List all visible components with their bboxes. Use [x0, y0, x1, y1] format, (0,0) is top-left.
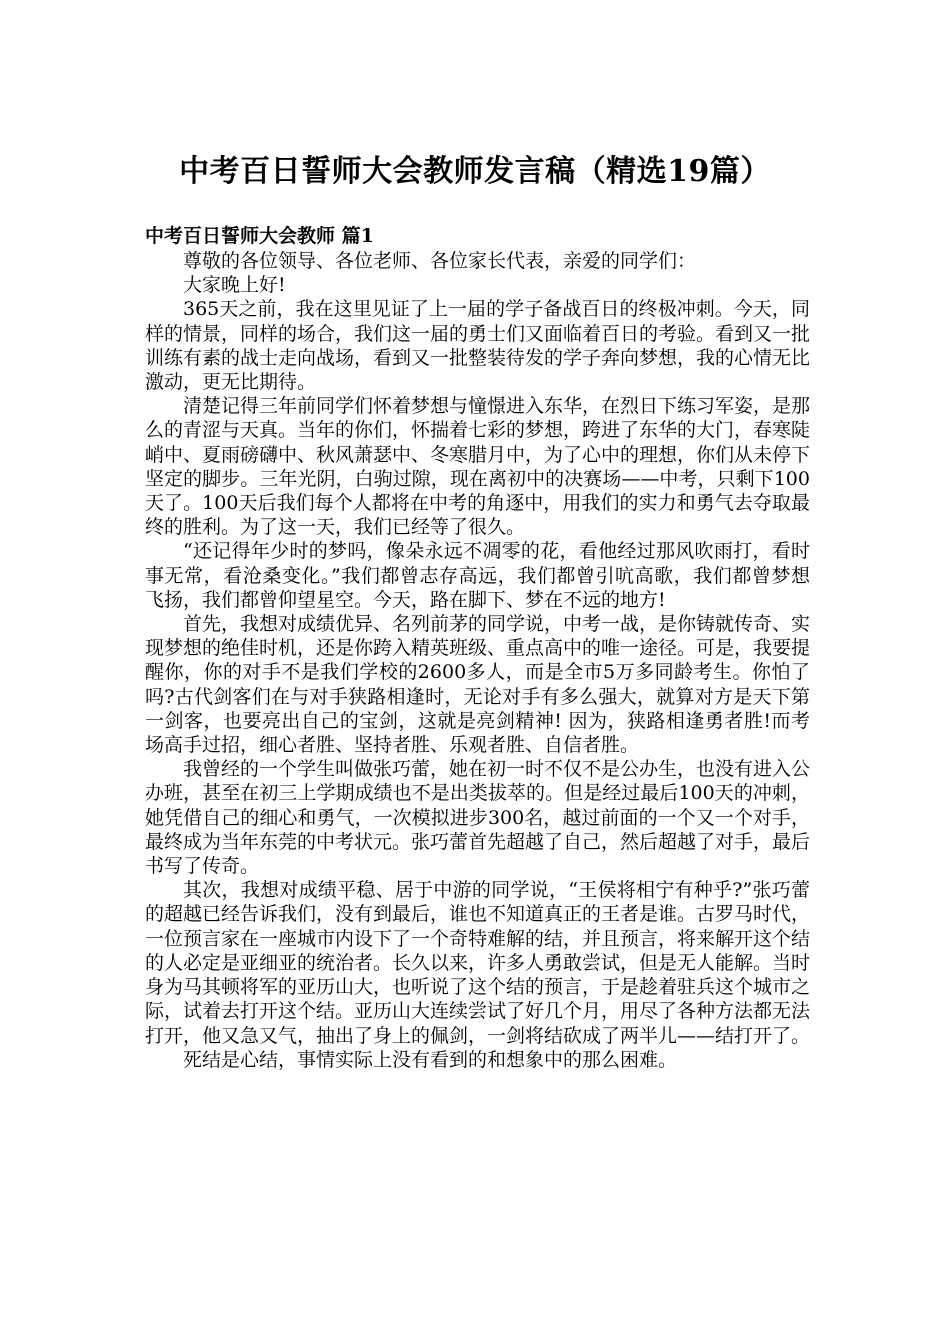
paragraph-three-years: 清楚记得三年前同学们怀着梦想与憧憬进入东华，在烈日下练习军姿，是那么的青涩与天真。当年的你们，怀揣着七彩的梦想，跨进了东华的大门，春寒陡峭中、夏雨磅礴中、秋风萧瑟中、冬寒腊月中，为了心中的理想，你们从未停下坚定的脚步。三年光阴，白驹过隙，现在离初中的决赛场——中考，只剩下100天了。100天后我们每个人都将在中考的角逐中，用我们的实力和勇气去夺取最终的胜利。为了这一天，我们已经等了很久。 — [145, 395, 811, 539]
paragraph-dream: “还记得年少时的梦吗，像朵永远不凋零的花，看他经过那风吹雨打，看时事无常，看沧桑变化。”我们都曾志存高远，我们都曾引吭高歌，我们都曾梦想飞扬，我们都曾仰望星空。今天，路在脚下、梦在不远的地方! — [145, 540, 810, 611]
paragraph-top-students: 首先，我想对成绩优异、名列前茅的同学说，中考一战，是你铸就传奇、实现梦想的绝佳时机，还是你跨入精英班级、重点高中的唯一途径。可是，我要提醒你，你的对手不是我们学校的2600多人，而是全市5万多同龄考生。你怕了吗?古代剑客们在与对手狭路相逢时，无论对手有多么强大，就算对方是天下第一剑客，也要亮出自己的宝剑，这就是亮剑精神! 因为，狭路相逢勇者胜!而考场高手过招，细心者胜、坚持者胜、乐观者胜、自信者胜。 — [145, 613, 811, 757]
paragraph-student-story: 我曾经的一个学生叫做张巧蕾，她在初一时不仅不是公办生，也没有进入公办班，甚至在初三上学期成绩也不是出类拔萃的。但是经过最后100天的冲刺，她凭借自己的细心和勇气，一次模拟进步300名，越过前面的一个又一个对手，最终成为当年东莞的中考状元。张巧蕾首先超越了自己，然后超越了对手，最后书写了传奇。 — [145, 758, 811, 878]
paragraph-middle-students: 其次，我想对成绩平稳、居于中游的同学说，“王侯将相宁有种乎?”张巧蕾的超越已经告诉我们，没有到最后，谁也不知道真正的王者是谁。古罗马时代，一位预言家在一座城市内设下了一个奇特难解的结，并且预言，将来解开这个结的人必定是亚细亚的统治者。长久以来，许多人勇敢尝试，但是无人能解。当时身为马其顿将军的亚历山大，也听说了这个结的预言，于是趁着驻兵这个城市之际，试着去打开这个结。亚历山大连续尝试了好几个月，用尽了各种方法都无法打开，他又急又气，抽出了身上的佩剑，一剑将结砍成了两半儿——结打开了。 — [145, 879, 811, 1047]
section-heading: 中考百日誓师大会教师 篇1 — [145, 225, 374, 247]
paragraph-365-days: 365天之前，我在这里见证了上一届的学子备战百日的终极冲刺。今天，同样的情景，同样的场合，我们这一届的勇士们又面临着百日的考验。看到又一批训练有素的战士走向战场，看到又一批整装待发的学子奔向梦想，我的心情无比激动，更无比期待。 — [145, 298, 811, 394]
paragraph-knot: 死结是心结，事情实际上没有看到的和想象中的那么困难。 — [183, 1048, 678, 1071]
document-body — [145, 224, 810, 1072]
paragraph-evening: 大家晚上好! — [183, 274, 286, 297]
paragraph-greeting: 尊敬的各位领导、各位老师、各位家长代表，亲爱的同学们： — [183, 250, 697, 272]
document-title: 中考百日誓师大会教师发言稿（精选19篇） — [179, 154, 771, 189]
